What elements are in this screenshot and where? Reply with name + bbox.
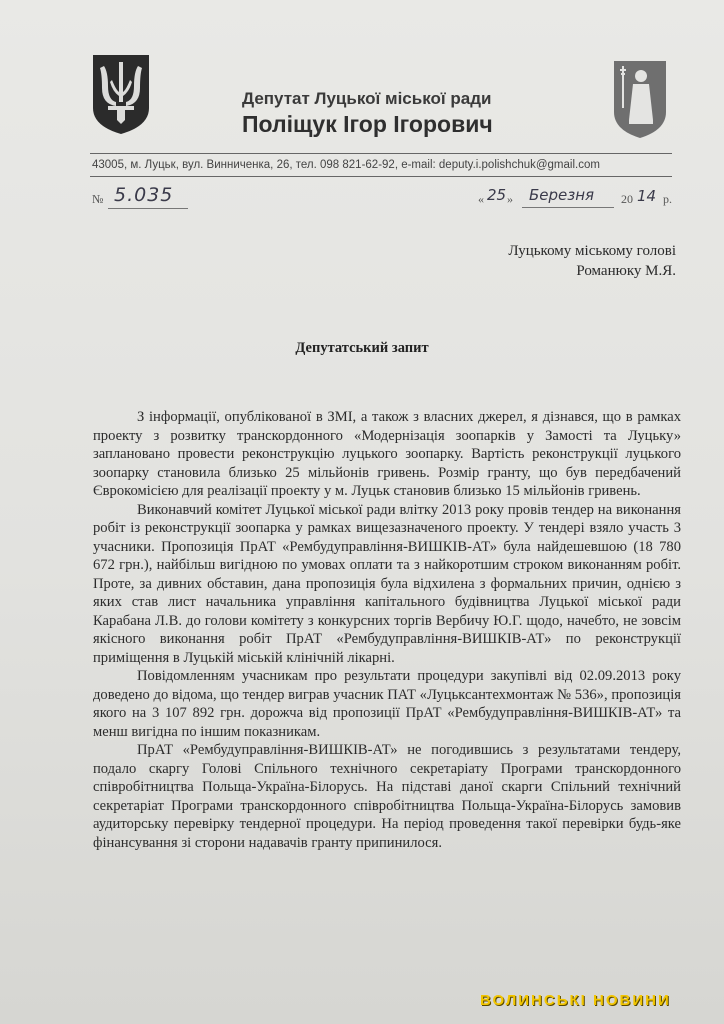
- date-year-suffix: 14: [637, 187, 657, 205]
- body-paragraph: Виконавчий комітет Луцької міської ради влітку 2013 року провів тендер на виконання робіт із реконструкції зоопарка у рамках вищезазначеного проекту. У тендері взяло участь 3 учасники. Пропозиція ПрАТ «Рембудуправління-ВИШКІВ-АТ» була найдешевшою (18 780 672 грн.), найбільш вигідною по умовах оплати та з найкоротшим строком виконанням робіт. Проте, за дивних обставин, дана пропозиція була відхилена з формальних причин, однією з яких став лист начальника управління капітального будівництва Луцької міської ради Карабана Л.В. до голови комітету з конкурсних торгів Вербичу Ю.Г. щодо, начебто, не зовсім якісного виконання робіт ПрАТ «Рембудуправління-ВИШКІВ-АТ» по реконструкції приміщення в Луцькій міській клінічній лікарні.: [93, 501, 681, 666]
- body-paragraph: Повідомленням учасникам про результати процедури закупівлі від 02.09.2013 року доведено до відома, що тендер виграв учасник ПАТ «Луцьксантехмонтаж № 536», пропозиція якого на 3 107 892 грн. дорожча від пропозиції ПрАТ «Рембудуправління-ВИШКІВ-АТ» та менш вигідна по іншим показникам.: [93, 668, 681, 740]
- number-value: 5.035: [114, 184, 174, 206]
- lutsk-city-coat-of-arms-icon: [611, 58, 669, 142]
- number-underline: [108, 208, 188, 209]
- letterhead-name: Поліщук Ігор Ігорович: [242, 111, 493, 137]
- trident-coat-of-arms-icon: [90, 52, 152, 136]
- addressee-line-1: Луцькому міському голові: [508, 243, 676, 259]
- letterhead-divider-top: [90, 153, 672, 154]
- number-label: №: [92, 192, 104, 206]
- date-year-prefix: 20: [621, 192, 633, 206]
- letterhead-title: Депутат Луцької міської ради: [242, 89, 492, 108]
- document-title: Депутатський запит: [295, 340, 429, 356]
- body-paragraph: З інформації, опублікованої в ЗМІ, а також з власних джерел, я дізнався, що в рамках проекту з розвитку транскордонного «Модернізація зоопарків у Замості та Луцьку» заплановано провести реконструкцію луцького зоопарку. Вартість реконструкції луцького зоопарку становила близько 25 мільйонів гривень. Розмір гранту, що був передбачений Єврокомісією для реалізації проекту у м. Луцьк становив близько 15 мільйонів гривень.: [93, 409, 681, 499]
- date-underline: [522, 207, 614, 208]
- date-close-quote: »: [507, 192, 513, 206]
- letterhead-divider-bottom: [90, 176, 672, 177]
- addressee-line-2: Романюку М.Я.: [576, 263, 676, 279]
- reference-date: [478, 188, 678, 214]
- date-month: Березня: [529, 186, 595, 204]
- publisher-watermark: ВОЛИНСЬКІ НОВИНИ: [480, 992, 671, 1009]
- date-open-quote: «: [478, 192, 484, 206]
- body-paragraph: ПрАТ «Рембудуправління-ВИШКІВ-АТ» не погодившись з результатами тендеру, подало скаргу Голові Спільного технічного секретаріату Програми транскордонного співробітництва Польща-Україна-Білорусь. На підставі даної скарги Спільний технічний секретаріат Програми транскордонного співробітництва Польща-Україна-Білорусь замовив аудиторську перевірку тендерної процедури. На період проведення такої перевірки будь-яке фінансування зі сторони надавачів гранту припинилося.: [93, 742, 681, 851]
- addressee-block: [460, 241, 676, 281]
- document-body: [93, 408, 681, 852]
- letterhead-address: 43005, м. Луцьк, вул. Винниченка, 26, тел. 098 821-62-92, e-mail: deputy.i.polishchuk@gmail.com: [92, 159, 600, 171]
- date-day: 25: [487, 186, 507, 204]
- date-suffix: р.: [663, 192, 672, 206]
